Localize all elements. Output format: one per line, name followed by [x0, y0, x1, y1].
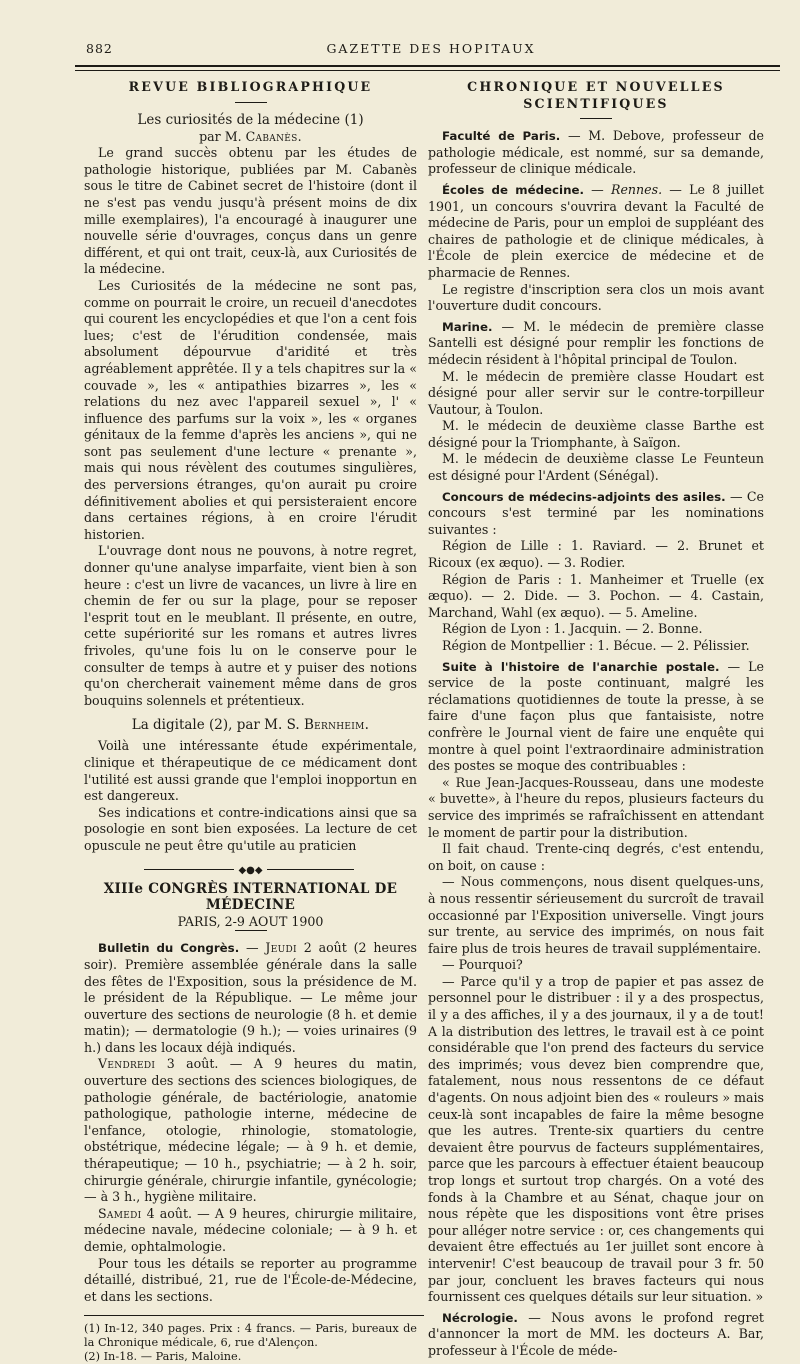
place-rennes: Rennes. [611, 181, 663, 197]
congres-subtitle: PARIS, 2-9 AOUT 1900 [177, 913, 324, 929]
paragraph: L'ouvrage dont nous ne pouvons, à notre regret, donner qu'une analyse imparfaite, vient bien à son heure : c'est un livre de vacances, un livre à lire en chemin de fer ou sur la plage, pour se reposer l'esprit tout en le meublant. Il présente, en outre, cette supériorité sur les romans et autres livres frivoles, qu'une fois lu on le conserve pour le consulter de temps à autre et y puiser des notions qu'on chercherait vainement même dans de gros bouquins solennels et prétentieux. [84, 543, 417, 708]
day-jeudi: Jeudi [265, 940, 297, 956]
paragraph: — Nous commençons, nous disent quelques-uns, à nous ressentir sérieusement du surcroît de travail occasionné par l'Exposition universelle. Vingt jours sur trente, au service des imprimés, on nous fait faire plus de trois heures de travail supplémentaire. [428, 874, 764, 956]
article-title-digitale [84, 717, 417, 734]
paragraph: Les Curiosités de la médecine ne sont pas, comme on pourrait le croire, un recueil d'anecdotes qui courent les encyclopédies et que l'on a cent fois lues; c'est de l'érudition condensée, mais absolument dépourvue d'aridité et très agréablement apprêtée. Il y a tels chapitres sur la « couvade », les « antipathies bizarres », les « relations du nez avec l'appareil sexuel », l' « influence des parfums sur la voix », les « organes génitaux de la femme d'après les anciens », qui ne sont pas seulement d'une lecture « prenante », mais qui nous révèlent des coutumes singulières, des perversions étranges, qu'on aurait pu croire définitivement abolies et qui persisteraient encore dans certaines régions, à en croire l'érudit historien. [84, 277, 417, 542]
paragraph [428, 319, 764, 369]
paragraph: Il fait chaud. Trente-cinq degrés, c'est entendu, on boit, on cause : [428, 841, 764, 873]
marine-text: — M. le médecin de première classe Santelli est désigné pour remplir les fonctions de médecin résident à l'hôpital principal de Toulon. [428, 318, 764, 367]
paragraph [84, 1206, 417, 1256]
paragraph [428, 659, 764, 775]
paragraph: Ses indications et contre-indications ainsi que sa posologie en sont bien exposées. La lecture de cet opuscule ne peut être qu'utile au praticien [84, 804, 417, 853]
paragraph [428, 128, 764, 178]
lead-marine: Marine. [442, 319, 493, 334]
lead-faculte: Faculté de Paris. [442, 129, 561, 144]
day-samedi: Samedi [98, 1205, 142, 1221]
footnote: (2) In-18. — Paris, Maloine. [84, 1350, 242, 1364]
paragraph: « Rue Jean-Jacques-Rousseau, dans une modeste « buvette», à l'heure du repos, plusieurs facteurs du service des imprimés se rafraîchissent en attendant le moment de partir pour la distribution. [428, 774, 764, 840]
faculte-text: — M. Debove, professeur de pathologie médicale, est nommé, sur sa demande, professeur de clinique médicale. [428, 128, 764, 177]
paragraph: Pour tous les détails se reporter au programme détaillé, distribué, 21, rue de l'École-de-Médecine, et dans les sections. [84, 1255, 417, 1304]
paragraph: — Pourquoi? [442, 957, 523, 973]
article-title-curiosites: Les curiosités de la médecine (1) [137, 111, 364, 128]
section-title-chronique: CHRONIQUE ET NOUVELLES SCIENTIFIQUES [467, 79, 725, 111]
footnote-rule [84, 1315, 424, 1316]
paragraph: Région de Lille : 1. Raviard. — 2. Brunet et Ricoux (ex æquo). — 3. Rodier. [428, 538, 764, 571]
day-vendredi: Vendredi [98, 1056, 156, 1072]
right-column [428, 79, 764, 1360]
samedi-text: 4 août. — A 9 heures, chirurgie militaire, médecine navale, médecine coloniale; — à 9 h. et demie, ophtalmologie. [84, 1205, 417, 1254]
lead-necrologie: Nécrologie. [442, 1310, 518, 1325]
ecoles-text: — Le 8 juillet 1901, un concours s'ouvrira devant la Faculté de médecine de Paris, pour un emploi de suppléant des chaires de pathologie et de clinique médicales, à l'École de plein exercice de médecine et de pharmacie de Rennes. [428, 181, 764, 280]
paragraph: — Parce qu'il y a trop de papier et pas assez de personnel pour le distribuer : il y a des prospectus, il y a des affiches, il y a des journaux, il y a de tout! A la distribution des lettres, le travail est à ce point considérable que l'on prend des facteurs du service des imprimés; vous devez bien comprendre que, fatalement, nous nous ressentons de ce défaut d'agents. On nous adjoint bien des « rouleurs » mais ceux-là sont incapables de faire la même besogne que les autres. Trente-six quartiers du centre devaient être pourvus de facteurs supplémentaires, parce que les parcours à effectuer étaient beaucoup trop longs et surtout trop chargés. On a voté des fonds à la Chambre et au Sénat, chaque jour on nous répète que les dispositions vont être prises pour alléger notre service : or, ces changements qui devaient être effectués au 1er juillet sont encore à intervenir! C'est beaucoup de travail pour 3 fr. 50 par jour, concluent les braves facteurs qui nous fournissent ces quelques détails sur leur situation. » [428, 973, 764, 1305]
byline-par: par M. [199, 128, 242, 144]
digitale-title-text: La digitale (2), par M. S. [131, 717, 300, 734]
page-number: 882 [86, 41, 113, 56]
lead-anarchie: Suite à l'histoire de l'anarchie postale. [442, 659, 720, 674]
paragraph: M. le médecin de première classe Houdart est désigné pour aller servir sur le contre-torpilleur Vautour, à Toulon. [428, 368, 764, 417]
paragraph [84, 1056, 417, 1205]
left-column [84, 79, 417, 1364]
paragraph: Région de Paris : 1. Manheimer et Truelle (ex æquo). — 2. Dide. — 3. Pochon. — 4. Castain, Marchand, Wahl (ex æquo). — 5. Ameline. [428, 571, 764, 620]
author-bernheim: Bernheim. [303, 717, 370, 734]
paragraph: Bulletin du Congrès. — Jeudi 2 août (2 heures soir). Première assemblée générale dans la salle des fêtes de l'Exposition, sous la présidence de M. le président de la République. — Le même jour ouverture des sections de neurologie (8 h. et demie matin); — dermatologie (9 h.); — voies urinaires (9 h.) dans les locaux déjà indiqués. [84, 940, 417, 1055]
header-rule-thin [75, 70, 780, 71]
paragraph [428, 489, 764, 539]
journal-title: GAZETTE DES HOPITAUX [326, 41, 536, 56]
author-cabanes: Cabanès. [245, 128, 302, 144]
lead-ecoles: Écoles de médecine. [442, 182, 584, 197]
paragraph: M. le médecin de deuxième classe Barthe est désigné pour la Triomphante, à Saïgon. [428, 418, 764, 450]
running-header [86, 41, 776, 59]
concours-text: — Ce concours s'est terminé par les nominations suivantes : [428, 488, 764, 537]
paragraph [428, 1310, 764, 1360]
paragraph: Le registre d'inscription sera clos un mois avant l'ouverture dudit concours. [428, 281, 764, 314]
anarchie-text: — Le service de la poste continuant, malgré les réclamations quotidiennes de toute la presse, à se faire d'une façon plus que fantaisiste, notre confrère le Journal vient de faire une enquête qui montre à quel point l'extraordinaire administration des postes se moque des contribuables : [428, 658, 764, 774]
paragraph: M. le médecin de deuxième classe Le Feunteun est désigné pour l'Ardent (Sénégal). [428, 451, 764, 484]
lead-bulletin: Bulletin du Congrès. [98, 941, 240, 956]
congres-title: XIIIe CONGRÈS INTERNATIONAL DE MÉDECINE [103, 880, 398, 914]
vendredi-text: 3 août. — A 9 heures du matin, ouverture des sections des sciences biologiques, de pathologie générale, de bactériologie, anatomie pathologique, pathologie interne, médecine de l'enfance, otologie, rhinologie, stomatologie, obstétrique, médecine légale; — à 9 h. et demie, thérapeutique; — 10 h., psychiatrie; — à 2 h. soir, chirurgie générale, chirurgie infantile, gynécologie; — à 3 h., hygiène militaire. [84, 1056, 417, 1205]
ornament-divider: ◆●◆ [84, 863, 417, 877]
footnote: (1) In-12, 340 pages. Prix : 4 francs. — Paris, bureaux de la Chronique médicale, 6, rue d'Alençon. [84, 1322, 417, 1350]
paragraph: Région de Montpellier : 1. Bécue. — 2. Pélissier. [442, 638, 750, 653]
paragraph: Le grand succès obtenu par les études de pathologie historique, publiées par M. Cabanès sous le titre de Cabinet secret de l'histoire (dont il ne s'est pas vendu jusqu'à présent moins de dix mille exemplaires), l'a encouragé à inaugurer une nouvelle série d'ouvrages, conçus dans un genre différent, et qui ont trait, ceux-là, aux Curiosités de la médecine. [84, 145, 417, 277]
section-title-revue: REVUE BIBLIOGRAPHIQUE [128, 79, 373, 94]
article-byline-curiosites [84, 129, 417, 146]
paragraph: Région de Lyon : 1. Jacquin. — 2. Bonne. [442, 621, 703, 637]
lead-concours: Concours de médecins-adjoints des asiles. [442, 489, 726, 504]
section-rule [580, 118, 612, 119]
bulletin-text: 2 août (2 heures soir). Première assemblée générale dans la salle des fêtes de l'Exposition, sous la présidence de M. le président de la République. — Le même jour ouverture des sections de neurologie (8 h. et demie matin); — dermatologie (9 h.); — voies urinaires (9 h.) dans les locaux déjà indiqués. [84, 940, 417, 1055]
header-rule-thick [75, 65, 780, 67]
paragraph: Écoles de médecine. — Rennes. — Le 8 juillet 1901, un concours s'ouvrira devant la Faculté de médecine de Paris, pour un emploi de suppléant des chaires de pathologie et de clinique médicales, à l'École de plein exercice de médecine et de pharmacie de Rennes. [428, 181, 764, 280]
congres-rule [235, 930, 267, 931]
paragraph: Voilà une intéressante étude expérimentale, clinique et thérapeutique de ce médicament dont l'utilité est aussi grande que l'emploi inopportun en est dangereux. [84, 738, 417, 804]
necrologie-text: — Nous avons le profond regret d'annoncer la mort de MM. les docteurs A. Bar, professeur à l'École de méde- [428, 1309, 764, 1358]
section-rule [235, 102, 267, 103]
